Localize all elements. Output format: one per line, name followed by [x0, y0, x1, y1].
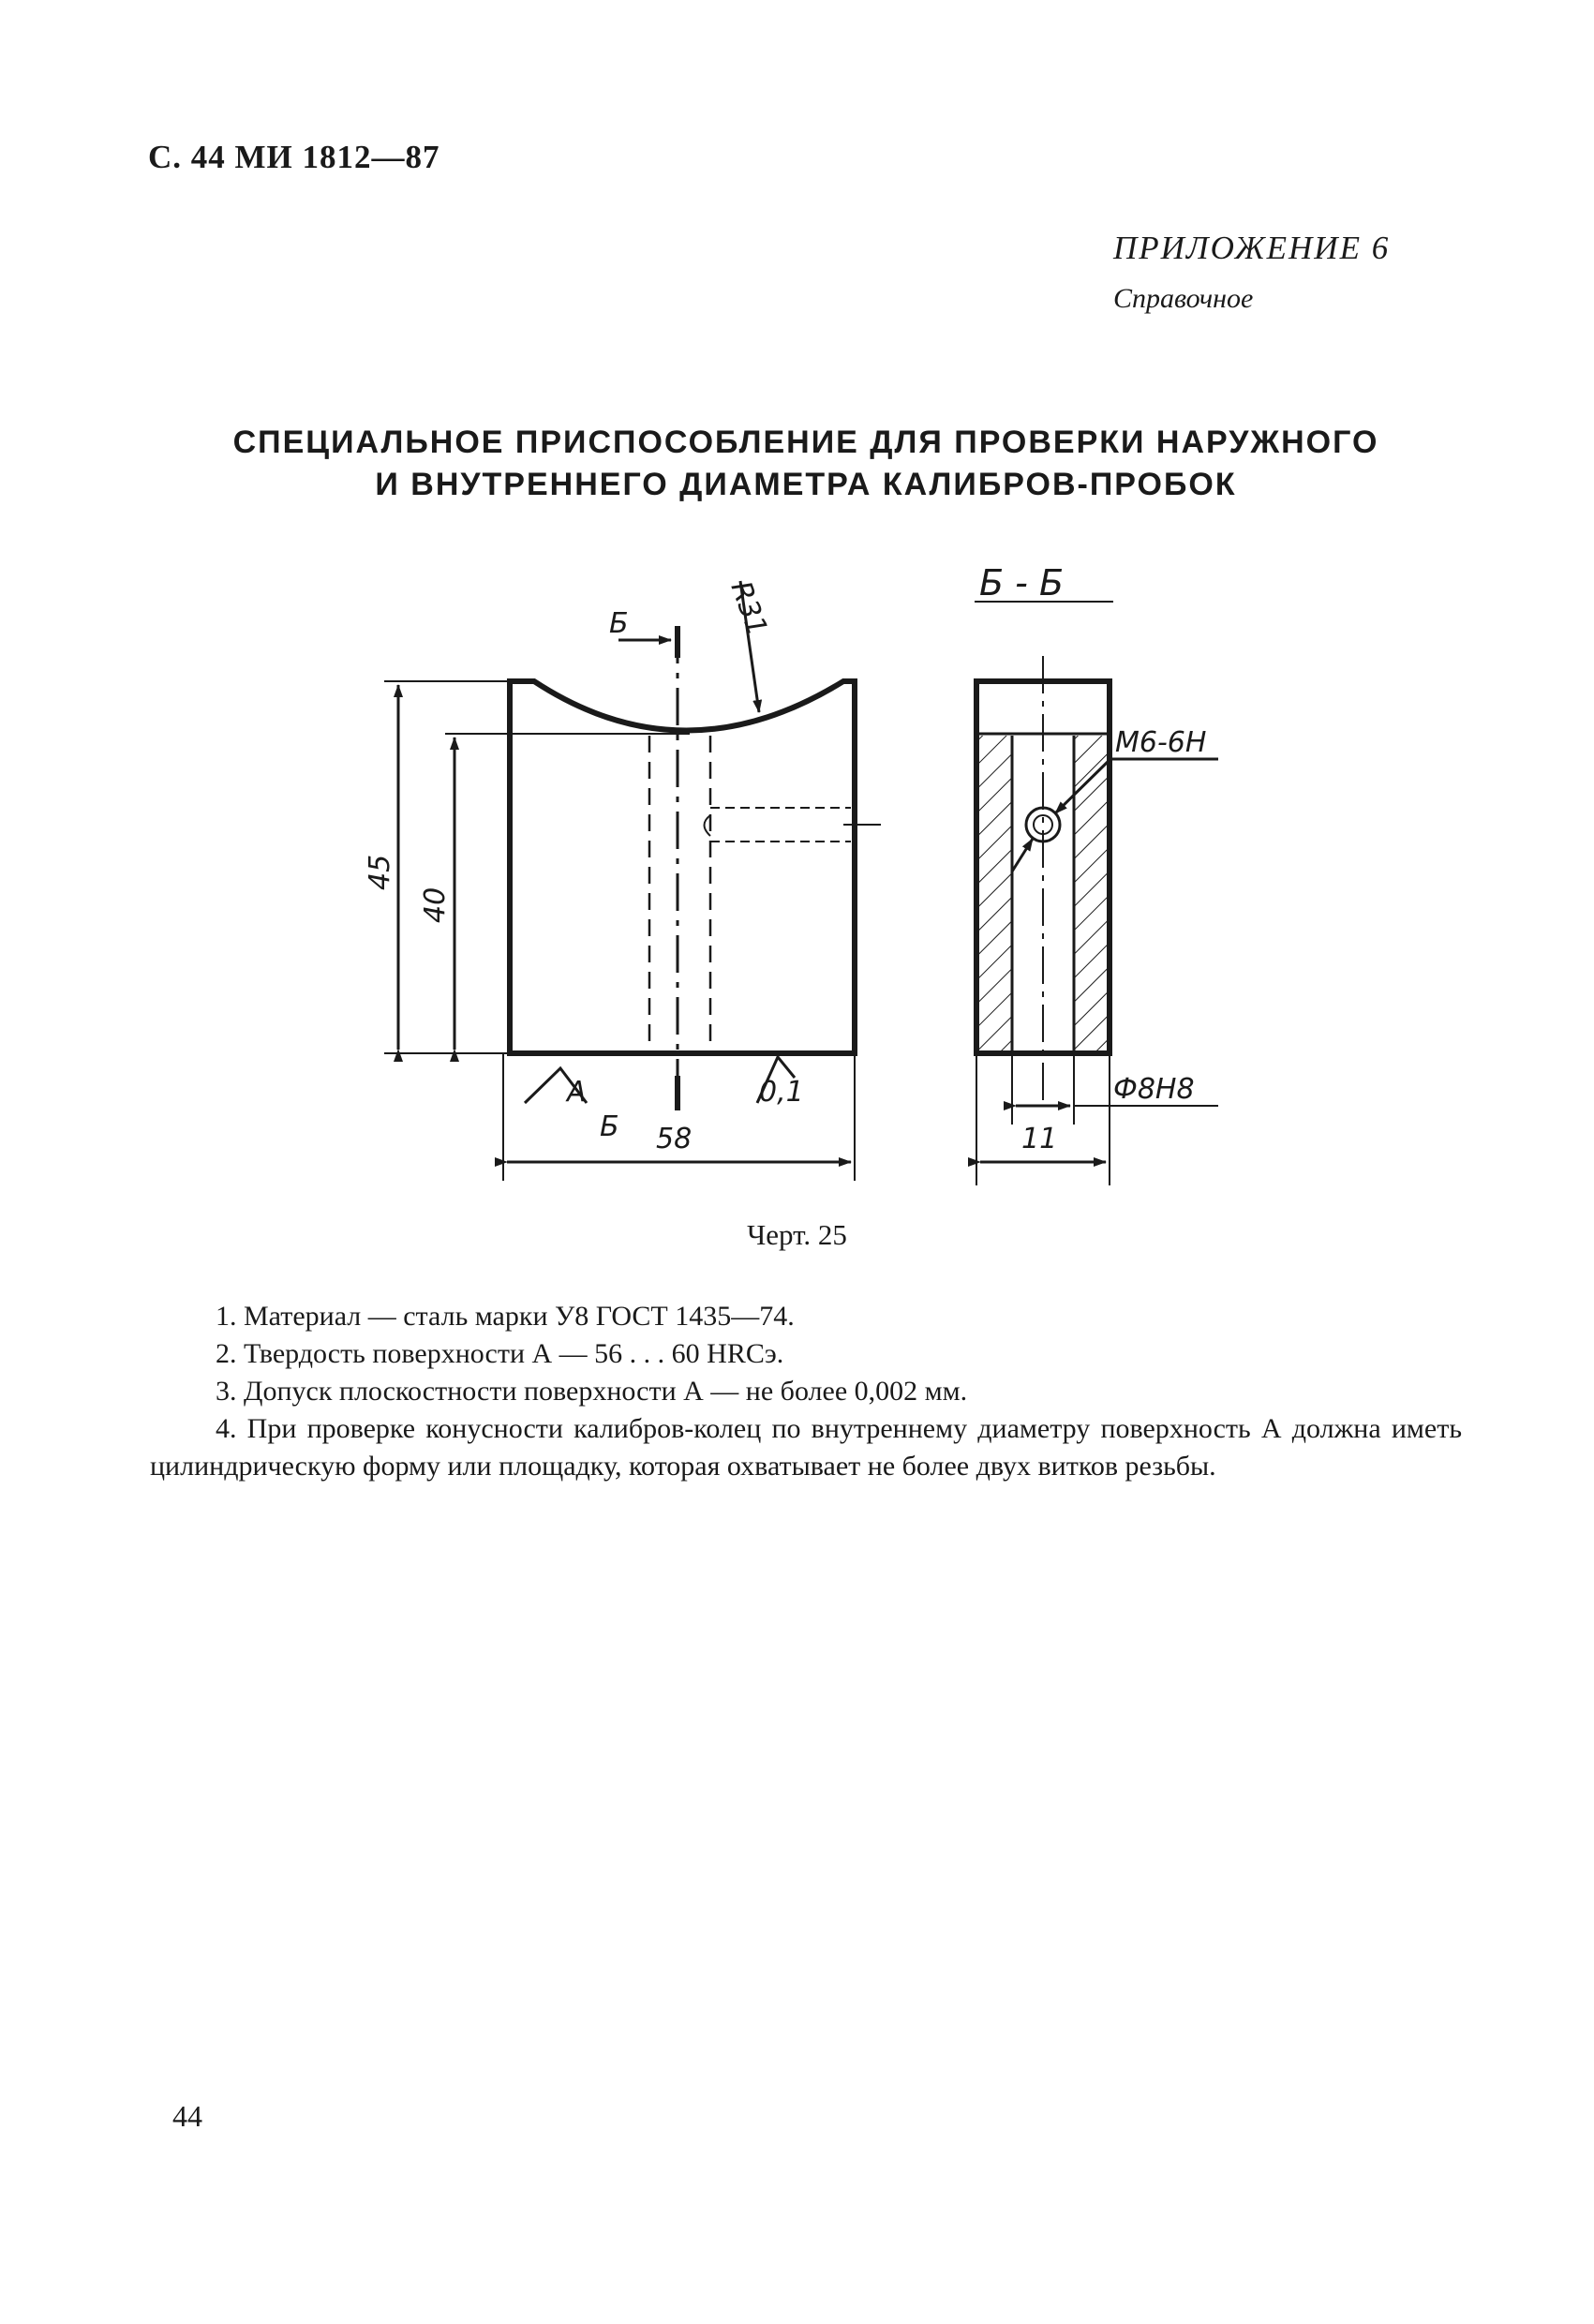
section-hatch-left — [978, 736, 1012, 1051]
thread-label: М6-6Н — [1115, 726, 1207, 759]
note-item: 4. При проверке конусности калибров-колец по внутреннему диаметру поверхность А должна иметь цилиндрическую форму или площадку, которая охватывает не более двух витков резьбы. — [150, 1413, 1462, 1482]
dim-label-45: 45 — [364, 854, 396, 890]
figure-caption: Черт. 25 — [747, 1218, 847, 1251]
radius-label: R31 — [723, 576, 774, 641]
section-view — [975, 562, 1218, 1185]
appendix-subtitle: Справочное — [1113, 283, 1254, 314]
section-hatch-right — [1074, 736, 1108, 1051]
dim-label-11: 11 — [1021, 1123, 1058, 1155]
front-view — [364, 577, 881, 1181]
cut-label-top: Б — [609, 607, 629, 640]
appendix-title: ПРИЛОЖЕНИЕ 6 — [1113, 230, 1391, 266]
dim-label-58: 58 — [656, 1123, 693, 1155]
cut-label-bottom: Б — [600, 1110, 619, 1143]
bore-label: Ф8Н8 — [1113, 1073, 1195, 1106]
front-view-outline — [510, 681, 855, 1053]
title-line-1: СПЕЦИАЛЬНОЕ ПРИСПОСОБЛЕНИЕ ДЛЯ ПРОВЕРКИ НАРУЖНОГО — [232, 425, 1379, 460]
notes-list — [150, 1298, 1462, 1485]
note-item: 3. Допуск плоскостности поверхности А — не более 0,002 мм. — [216, 1376, 968, 1407]
flatness-label: 0,1 — [759, 1076, 804, 1109]
page-number: 44 — [172, 2099, 202, 2133]
surface-a-label: А — [567, 1076, 587, 1109]
document-header-id: С. 44 МИ 1812—87 — [148, 139, 440, 175]
section-view-label: Б - Б — [979, 562, 1065, 603]
title-line-2: И ВНУТРЕННЕГО ДИАМЕТРА КАЛИБРОВ-ПРОБОК — [375, 467, 1237, 502]
note-item: 1. Материал — сталь марки У8 ГОСТ 1435—74. — [216, 1301, 795, 1332]
dim-label-40: 40 — [419, 886, 452, 923]
bore-arrow — [1012, 839, 1033, 872]
thread-hidden-lines — [710, 808, 851, 842]
note-item: 2. Твердость поверхности А — 56 . . . 60 HRCэ. — [216, 1338, 784, 1369]
